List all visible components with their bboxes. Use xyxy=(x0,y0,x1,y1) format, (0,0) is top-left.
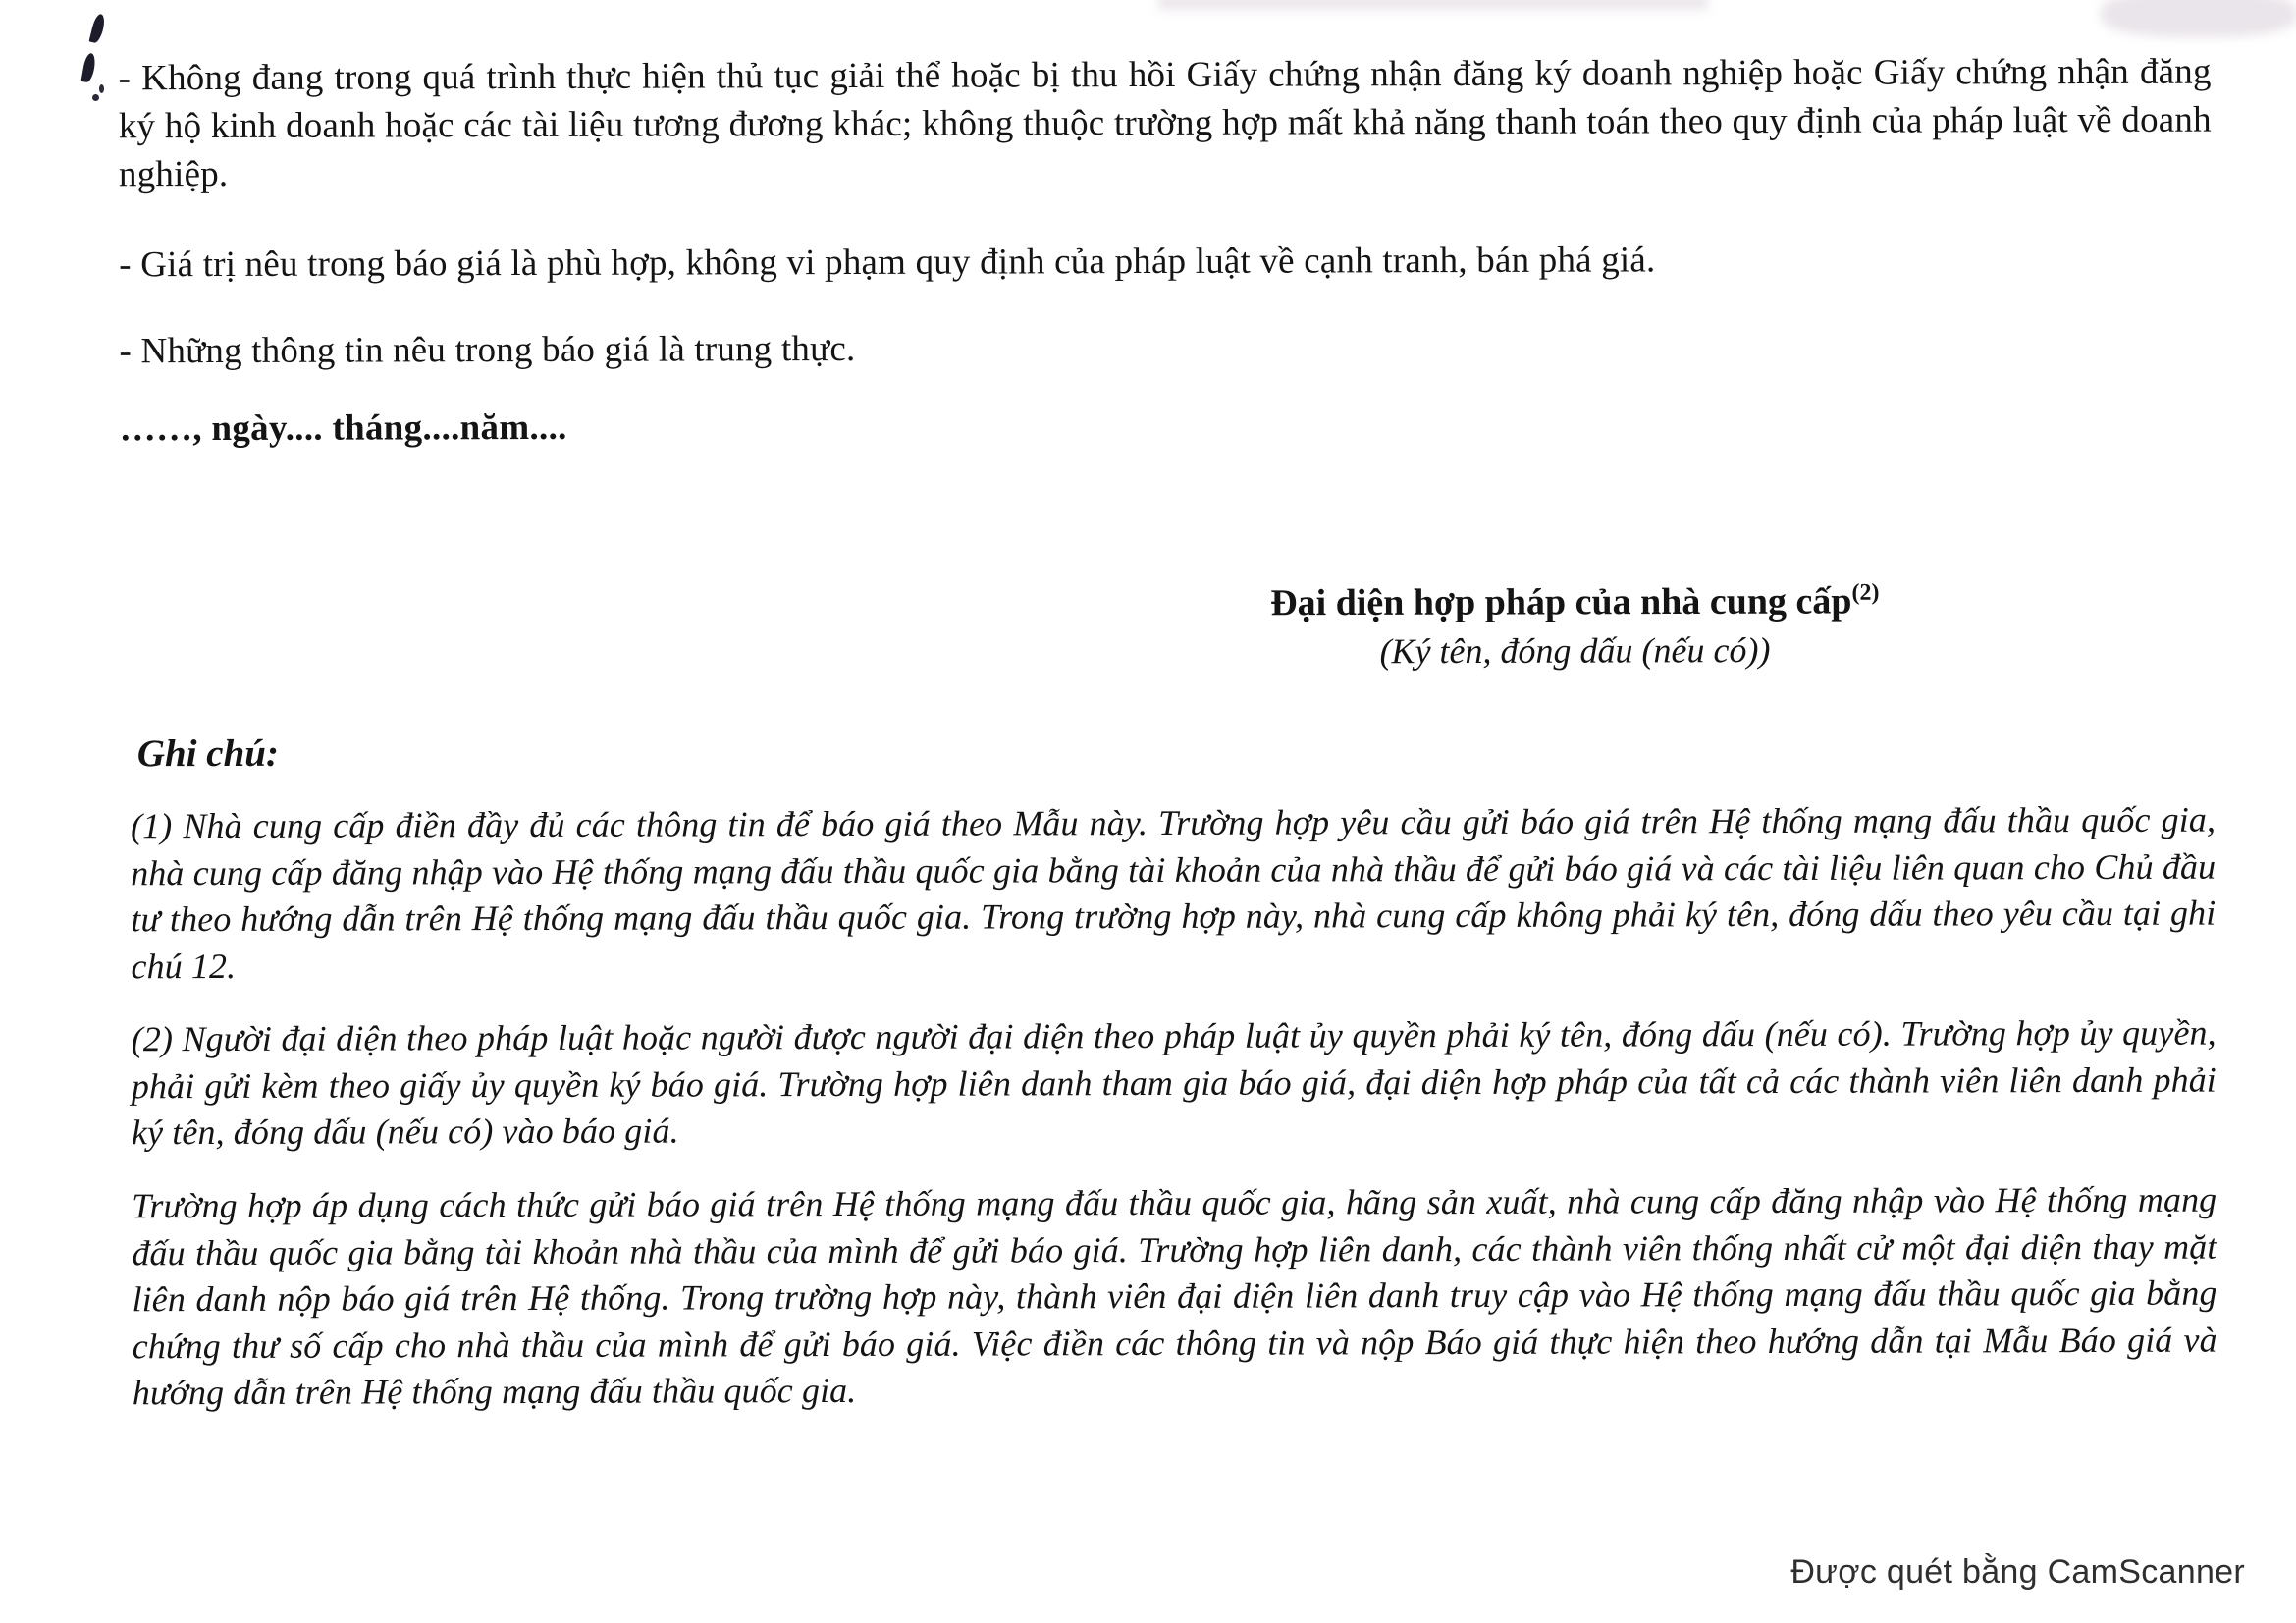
signature-title xyxy=(1231,570,1918,626)
signature-instruction: (Ký tên, đóng dấu (nếu có)) xyxy=(1379,629,1771,671)
paragraph-dissolution-clause: - Không đang trong quá trình thực hiện thủ tục giải thể hoặc bị thu hồi Giấy chứng nhận đăng ký doanh nghiệp hoặc Giấy chứng nhận đăng ký hộ kinh doanh hoặc các tài liệu tương đương khác; không thuộc trường hợp mất khả năng thanh toán theo quy định của pháp luật về doanh nghiệp. xyxy=(118,51,2212,195)
signature-footnote-ref: (2) xyxy=(1851,579,1880,606)
date-place-line: ……, ngày.... tháng....năm.... xyxy=(119,406,567,450)
camscanner-watermark: Được quét bằng CamScanner xyxy=(1790,1553,2245,1591)
signature-title-text: Đại diện hợp pháp của nhà cung cấp xyxy=(1270,580,1852,624)
signature-block xyxy=(1231,570,1918,674)
note-1: (1) Nhà cung cấp điền đầy đủ các thông tin để báo giá theo Mẫu này. Trường hợp yêu cầu gửi báo giá trên Hệ thống mạng đấu thầu quốc gia, nhà cung cấp đăng nhập vào Hệ thống mạng đấu thầu quốc gia bằng tài khoản của nhà thầu để gửi báo giá và các tài liệu liên quan cho Chủ đầu tư theo hướng dẫn trên Hệ thống mạng đấu thầu quốc gia. Trong trường hợp này, nhà cung cấp không phải ký tên, đóng dấu theo yêu cầu tại ghi chú 12. xyxy=(130,799,2216,986)
notes-heading: Ghi chú: xyxy=(136,731,280,776)
paragraph-price-compliance-clause: - Giá trị nêu trong báo giá là phù hợp, không vi phạm quy định của pháp luật về cạnh tranh, bán phá giá. xyxy=(119,240,1656,286)
note-3: Trường hợp áp dụng cách thức gửi báo giá trên Hệ thống mạng đấu thầu quốc gia, hãng sản xuất, nhà cung cấp đăng nhập vào Hệ thống mạng đấu thầu quốc gia bằng tài khoản nhà thầu của mình để gửi báo giá. Trường hợp liên danh, các thành viên thống nhất cử một đại diện thay mặt liên danh nộp báo giá trên Hệ thống. Trong trường hợp này, thành viên đại diện liên danh truy cập vào Hệ thống mạng đấu thầu quốc gia bằng chứng thư số cấp cho nhà thầu của mình để gửi báo giá. Việc điền các thông tin và nộp Báo giá thực hiện theo hướng dẫn tại Mẫu Báo giá và hướng dẫn trên Hệ thống mạng đấu thầu quốc gia. xyxy=(132,1179,2217,1413)
paragraph-truthfulness-clause: - Những thông tin nêu trong báo giá là trung thực. xyxy=(119,328,856,372)
note-2: (2) Người đại diện theo pháp luật hoặc người được người đại diện theo pháp luật ủy quyền phải ký tên, đóng dấu (nếu có). Trường hợp ủy quyền, phải gửi kèm theo giấy ủy quyền ký báo giá. Trường hợp liên danh tham gia báo giá, đại diện hợp pháp của tất cả các thành viên liên danh phải ký tên, đóng dấu (nếu có) vào báo giá. xyxy=(131,1012,2216,1153)
